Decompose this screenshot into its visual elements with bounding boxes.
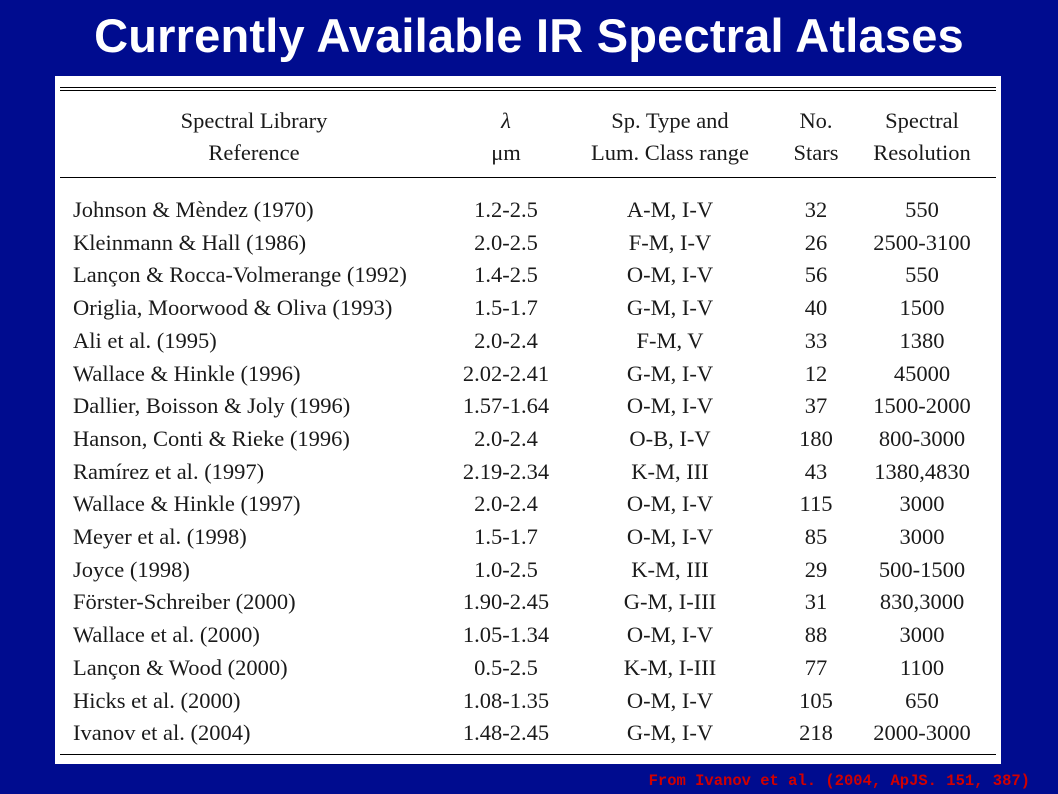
cell-sp-type: O-M, I-V <box>626 393 714 419</box>
cell-reference: Lançon & Rocca-Volmerange (1992) <box>73 262 407 288</box>
cell-resolution: 830,3000 <box>879 589 965 615</box>
cell-sp-type: K-M, III <box>631 458 709 484</box>
cell-resolution: 1500 <box>899 295 945 321</box>
cell-resolution: 800-3000 <box>878 425 966 451</box>
cell-stars: 40 <box>804 295 828 321</box>
cell-resolution: 3000 <box>899 622 945 648</box>
table-row <box>55 423 1001 456</box>
table-row <box>55 685 1001 718</box>
cell-stars: 105 <box>799 687 833 713</box>
cell-wavelength: 1.4-2.5 <box>474 262 538 288</box>
table-row <box>55 292 1001 325</box>
cell-resolution: 550 <box>905 197 939 222</box>
cell-wavelength: 1.5-1.7 <box>474 295 538 321</box>
cell-sp-type: F-M, I-V <box>628 229 712 255</box>
slide-title: Currently Available IR Spectral Atlases <box>94 9 964 62</box>
table-row <box>55 521 1001 554</box>
cell-reference: Johnson & Mèndez (1970) <box>73 197 314 222</box>
cell-resolution: 3000 <box>899 491 945 517</box>
cell-sp-type: O-M, I-V <box>626 622 714 648</box>
cell-wavelength: 2.0-2.4 <box>474 425 538 451</box>
source-credit: From Ivanov et al. (2004, ApJS. 151, 387) <box>648 772 1030 790</box>
header-wavelength-unit: μm <box>491 140 521 165</box>
cell-sp-type: A-M, I-V <box>626 197 714 222</box>
cell-reference: Förster-Schreiber (2000) <box>73 589 296 615</box>
cell-stars: 43 <box>804 458 828 484</box>
table-top-rule-double <box>60 90 996 91</box>
cell-sp-type: G-M, I-V <box>626 295 714 321</box>
cell-wavelength: 1.05-1.34 <box>462 622 550 648</box>
cell-reference: Wallace & Hinkle (1997) <box>73 491 301 517</box>
cell-resolution: 2500-3100 <box>873 229 971 255</box>
cell-wavelength: 1.5-1.7 <box>474 524 538 549</box>
cell-resolution: 650 <box>905 687 939 713</box>
table-row <box>55 227 1001 260</box>
cell-wavelength: 2.0-2.4 <box>474 327 538 353</box>
header-resolution <box>858 105 986 169</box>
header-stars <box>782 105 850 169</box>
table-row <box>55 619 1001 652</box>
cell-stars: 37 <box>804 393 828 419</box>
cell-stars: 32 <box>804 197 828 222</box>
cell-reference: Wallace & Hinkle (1996) <box>73 360 301 386</box>
cell-stars: 85 <box>804 524 828 549</box>
cell-wavelength: 1.2-2.5 <box>474 197 538 222</box>
header-stars-line-1: No. <box>799 108 833 133</box>
cell-stars: 26 <box>804 229 828 255</box>
cell-stars: 56 <box>804 262 828 288</box>
header-stars-line-2: Stars <box>793 140 839 165</box>
cell-sp-type: O-M, I-V <box>626 687 714 713</box>
cell-resolution: 1380,4830 <box>874 458 970 484</box>
cell-sp-type: O-M, I-V <box>626 262 714 288</box>
cell-sp-type: G-M, I-V <box>626 720 714 746</box>
cell-reference: Kleinmann & Hall (1986) <box>73 229 307 255</box>
cell-sp-type: O-M, I-V <box>626 491 714 517</box>
cell-reference: Joyce (1998) <box>73 556 190 582</box>
cell-reference: Hanson, Conti & Rieke (1996) <box>73 425 350 451</box>
cell-stars: 29 <box>804 556 828 582</box>
table-row <box>55 325 1001 358</box>
header-wavelength-symbol: λ <box>501 108 511 133</box>
cell-stars: 33 <box>804 327 828 353</box>
cell-resolution: 500-1500 <box>878 556 966 582</box>
cell-wavelength: 2.19-2.34 <box>462 458 550 484</box>
cell-wavelength: 2.02-2.41 <box>462 360 550 386</box>
table-row <box>55 586 1001 619</box>
cell-wavelength: 1.0-2.5 <box>474 556 538 582</box>
cell-resolution: 2000-3000 <box>873 720 971 746</box>
cell-resolution: 1500-2000 <box>873 393 971 419</box>
table-header-rule <box>60 177 996 178</box>
cell-stars: 31 <box>804 589 828 615</box>
cell-wavelength: 2.0-2.4 <box>474 491 538 517</box>
cell-sp-type: F-M, V <box>636 327 704 353</box>
cell-sp-type: O-M, I-V <box>626 524 714 549</box>
cell-reference: Hicks et al. (2000) <box>73 687 241 713</box>
cell-reference: Dallier, Boisson & Joly (1996) <box>73 393 351 419</box>
cell-stars: 12 <box>804 360 828 386</box>
cell-stars: 88 <box>804 622 828 648</box>
table-row <box>55 554 1001 587</box>
cell-sp-type: G-M, I-V <box>626 360 714 386</box>
spectral-atlas-table <box>55 76 1001 764</box>
cell-stars: 218 <box>799 720 833 746</box>
cell-wavelength: 0.5-2.5 <box>474 654 538 680</box>
cell-resolution: 1380 <box>899 327 945 353</box>
header-sp-type <box>572 105 768 169</box>
cell-reference: Meyer et al. (1998) <box>73 524 247 549</box>
header-resolution-line-1: Spectral <box>885 108 959 133</box>
header-reference-line-2: Reference <box>208 140 300 165</box>
table-row <box>55 390 1001 423</box>
cell-stars: 77 <box>804 654 828 680</box>
header-resolution-line-2: Resolution <box>873 140 971 165</box>
table-row <box>55 456 1001 489</box>
cell-resolution: 550 <box>905 262 939 288</box>
table-row <box>55 259 1001 292</box>
cell-reference: Ali et al. (1995) <box>73 327 217 353</box>
cell-sp-type: G-M, I-III <box>623 589 717 615</box>
cell-sp-type: K-M, III <box>631 556 709 582</box>
header-reference-line-1: Spectral Library <box>180 108 328 133</box>
cell-wavelength: 1.08-1.35 <box>462 687 550 713</box>
table-row <box>55 717 1001 750</box>
table-row <box>55 358 1001 391</box>
header-wavelength <box>451 105 561 169</box>
cell-reference: Ivanov et al. (2004) <box>73 720 251 746</box>
cell-resolution: 1100 <box>899 654 945 680</box>
cell-stars: 180 <box>799 425 833 451</box>
header-reference <box>159 105 349 169</box>
table-bottom-rule <box>60 754 996 755</box>
cell-sp-type: O-B, I-V <box>629 425 711 451</box>
cell-wavelength: 1.57-1.64 <box>462 393 550 419</box>
cell-stars: 115 <box>799 491 833 517</box>
cell-wavelength: 1.48-2.45 <box>462 720 550 746</box>
cell-reference: Ramírez et al. (1997) <box>73 458 265 484</box>
cell-sp-type: K-M, I-III <box>623 654 717 680</box>
cell-reference: Wallace et al. (2000) <box>73 622 260 648</box>
table-row <box>55 488 1001 521</box>
table-row <box>55 194 1001 227</box>
cell-reference: Lançon & Wood (2000) <box>73 654 288 680</box>
cell-wavelength: 1.90-2.45 <box>462 589 550 615</box>
cell-resolution: 3000 <box>899 524 945 549</box>
header-sp-type-line-2: Lum. Class range <box>590 140 750 165</box>
cell-wavelength: 2.0-2.5 <box>474 229 538 255</box>
header-sp-type-line-1: Sp. Type and <box>611 108 729 133</box>
table-row <box>55 652 1001 685</box>
table-top-rule <box>60 87 996 88</box>
cell-reference: Origlia, Moorwood & Oliva (1993) <box>73 295 393 321</box>
cell-resolution: 45000 <box>893 360 951 386</box>
